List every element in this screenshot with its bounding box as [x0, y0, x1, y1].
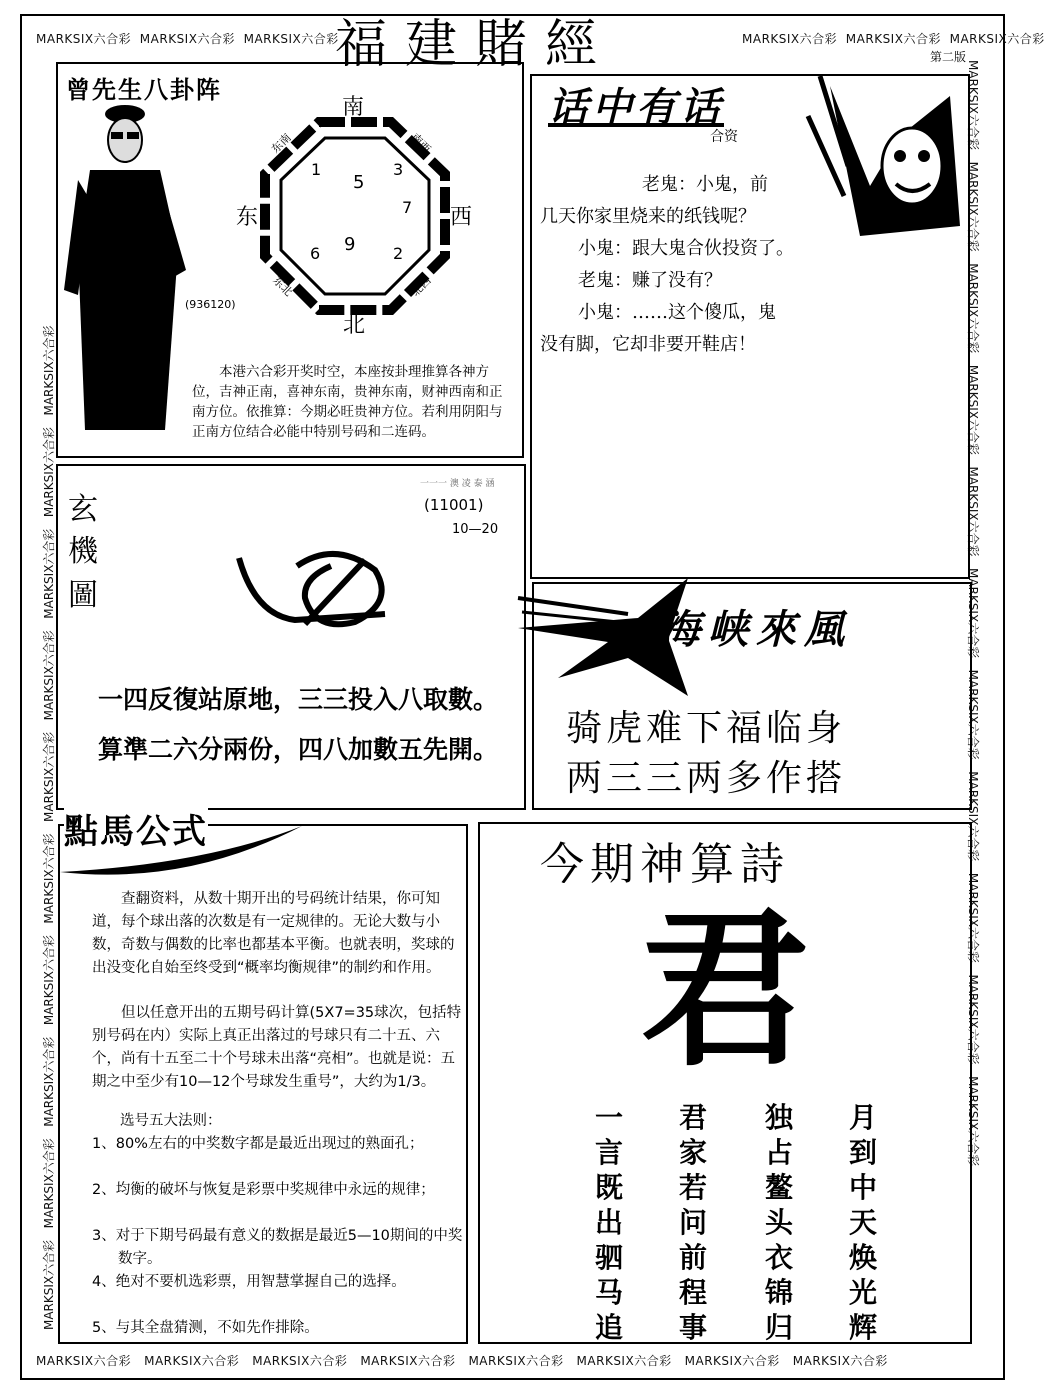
poem-column: 月 到 中 天 焕 光 辉: [848, 1101, 877, 1344]
bagua-number: 1: [311, 160, 322, 179]
xuanji-heading-char: 圖: [68, 578, 98, 613]
issue-caption: 一一一 澳 凌 泰 涵: [420, 479, 495, 489]
joke-line: 几天你家里烧来的纸钱呢？: [540, 206, 756, 227]
top-left-marksix-strip: MARKSIX六合彩 MARKSIX六合彩 MARKSIX六合彩: [36, 32, 339, 46]
number-range: 10—20: [452, 522, 499, 537]
haixia-line: 骑虎难下福临身: [566, 708, 847, 749]
formula-heading: 點馬公式: [64, 804, 208, 853]
dir-northwest: 北西: [408, 273, 434, 299]
formula-para-1: 查翻资料，从数十期开出的号码统计结果，你可知道，每个球出落的次数是有一定规律的。无论大数与小数，奇数与偶数的比率也都基本平衡。也就表明，奖球的出没变化自始至终受到“概率均衡规律”的制约和作用。: [92, 891, 455, 976]
ghost-face-icon: [800, 76, 965, 241]
dir-south: 南: [342, 95, 365, 120]
photo-caption: (936120): [185, 298, 236, 311]
master-portrait: [60, 100, 200, 440]
bagua-number: 7: [402, 198, 413, 217]
poem-heading: 今期神算詩: [540, 839, 790, 890]
poem-column: 一 言 既 出 驷 马 追: [594, 1101, 623, 1344]
dir-east: 东: [236, 205, 259, 230]
poem-column: 君 家 若 问 前 程 事: [678, 1101, 707, 1344]
top-right-marksix-strip: MARKSIX六合彩 MARKSIX六合彩 MARKSIX六合彩: [742, 32, 1045, 46]
joke-byline: 合资: [710, 129, 738, 145]
rule-item: 5、与其全盘猜测，不如先作排除。: [92, 1320, 319, 1336]
masthead-title: 福建賭經: [335, 15, 616, 75]
joke-heading: 话中有话: [548, 84, 724, 131]
bagua-number: 2: [393, 244, 404, 263]
face-shape: [108, 118, 142, 162]
joke-line: 小鬼：……这个傻瓜，鬼: [578, 302, 776, 323]
bagua-number: 9: [344, 234, 356, 255]
issue-code: (11001): [424, 496, 484, 514]
bagua-number: 3: [393, 160, 404, 179]
xuanji-verse: 一四反復站原地，三三投入八取數。: [98, 685, 499, 714]
joke-line: 小鬼：跟大鬼合伙投资了。: [578, 238, 794, 259]
bagua-heading: 曾先生八卦阵: [66, 75, 222, 104]
joke-line: 老鬼：赚了没有？: [578, 270, 722, 291]
left-marksix-strip: MARKSIX六合彩 MARKSIX六合彩 MARKSIX六合彩 MARKSIX六合彩 MARKSIX六合彩 MARKSIX六合彩 MARKSIX六合彩 MARKSIX六合彩 MARKSIX六合彩 MARKSIX六合彩: [42, 325, 56, 1330]
dir-north: 北: [343, 313, 366, 338]
joke-line: 老鬼：小鬼，前: [642, 174, 768, 195]
poem-big-character: 君: [640, 890, 811, 1090]
rule-item: 4、绝对不要机选彩票，用智慧掌握自己的选择。: [92, 1274, 406, 1290]
edition-label: 第二版: [930, 50, 967, 64]
bagua-number: 5: [353, 172, 365, 193]
rule-item: 1、80%左右的中奖数字都是最近出现过的熟面孔；: [92, 1136, 424, 1152]
rules-title: 选号五大法则：: [120, 1113, 222, 1129]
bagua-number: 6: [310, 244, 321, 263]
rule-item: 2、均衡的破坏与恢复是彩票中奖规律中永远的规律；: [92, 1182, 435, 1198]
haixia-heading: 海峡來風: [660, 606, 852, 653]
xuanji-heading-char: 玄: [68, 492, 98, 527]
rule-item: 3、对于下期号码最有意义的数据是最近5—10期间的中奖数字。: [92, 1228, 463, 1267]
joke-line: 没有脚，它却非要开鞋店！: [540, 334, 756, 355]
right-marksix-strip: MARKSIX六合彩 MARKSIX六合彩 MARKSIX六合彩 MARKSIX六合彩 MARKSIX六合彩 MARKSIX六合彩 MARKSIX六合彩 MARKSIX六合彩 MARKSIX六合彩 MARKSIX六合彩 MARKSIX六合彩: [966, 60, 980, 1167]
poem-column: 独 占 鳌 头 衣 锦 归: [764, 1101, 793, 1344]
dir-southwest: 南西: [408, 130, 434, 156]
xuanji-riddle-drawing: [235, 540, 395, 640]
dir-west: 西: [450, 205, 473, 230]
xuanji-heading-char: 機: [68, 534, 98, 569]
bagua-text: 本港六合彩开奖时空，本座按卦理推算各神方位，吉神正南，喜神东南，贵神东南，财神西南和正南方位。依推算：今期必旺贵神方位。若利用阴阳与正南方位结合必能中特别号码和二连码。: [192, 364, 503, 440]
formula-para-2: 但以任意开出的五期号码计算(5X7=35球次，包括特别号码在内）实际上真正出落过的号球只有二十五、六个，尚有十五至二十个号球未出落“亮相”。也就是说：五期之中至少有10—12个号球发生重号”，大约为1/3。: [92, 1005, 462, 1090]
bottom-marksix-strip: MARKSIX六合彩 MARKSIX六合彩 MARKSIX六合彩 MARKSIX六合彩 MARKSIX六合彩 MARKSIX六合彩 MARKSIX六合彩 MARKSIX六合彩: [36, 1354, 888, 1368]
haixia-line: 两三三两多作搭: [566, 758, 847, 799]
dir-northeast: 东北: [270, 273, 296, 299]
xuanji-verse: 算準二六分兩份，四八加數五先開。: [98, 735, 499, 764]
dir-southeast: 东南: [268, 130, 294, 156]
